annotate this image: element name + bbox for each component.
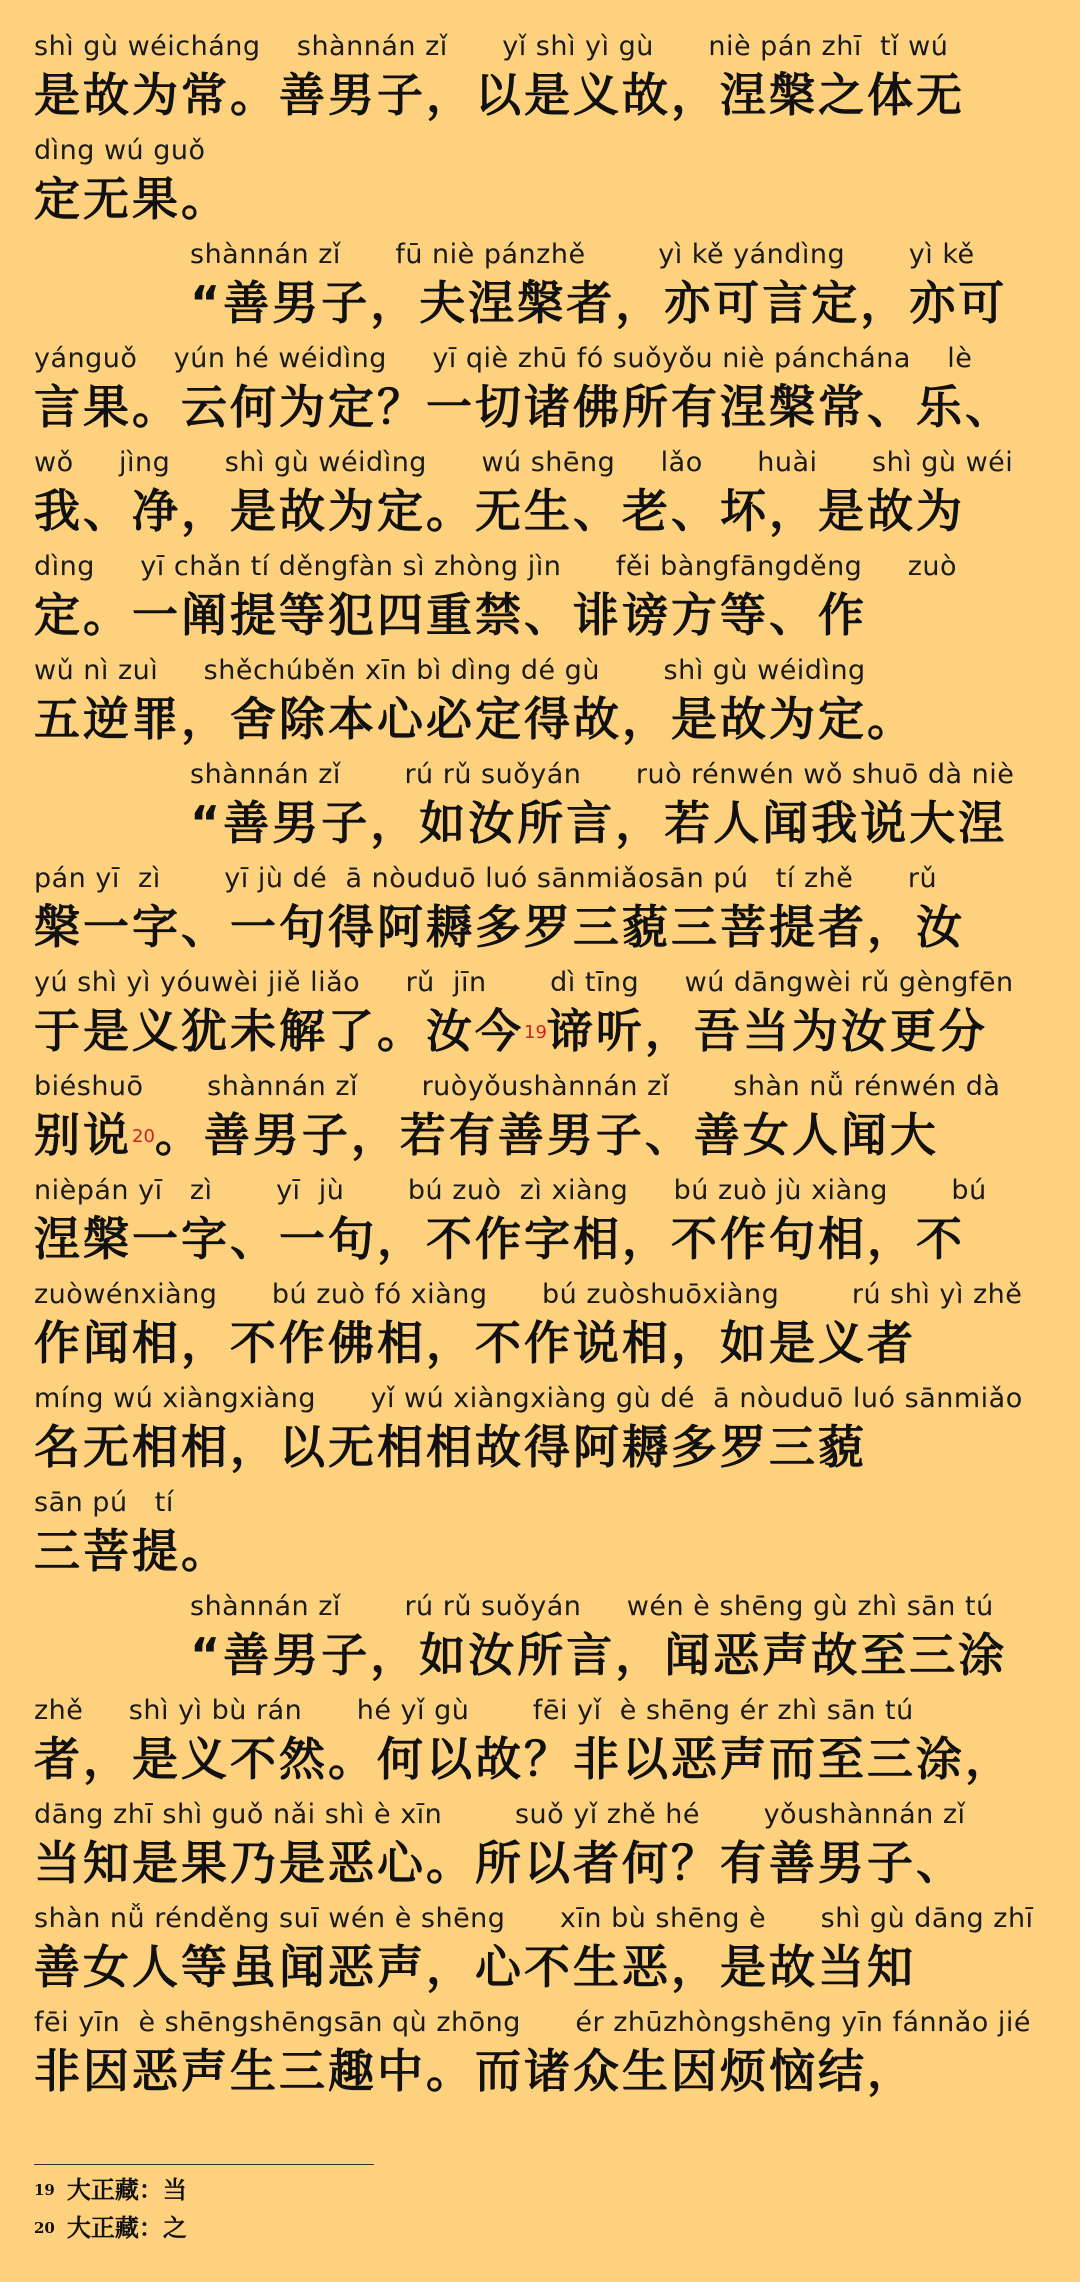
pinyin-line: wǔ nì zuì shěchúběn xīn bì dìng dé gù shì gù wéidìng — [34, 655, 866, 686]
text-line — [34, 1070, 1050, 1166]
hanzi-line: 当知是果乃是恶心。所以者何？有善男子、 — [34, 1836, 965, 1890]
footnote — [34, 2172, 187, 2208]
hanzi-line: 三菩提。 — [34, 1524, 230, 1578]
text-line — [34, 134, 1050, 230]
text-line — [34, 1902, 1050, 1998]
hanzi-line: 槃一字、一句得阿耨多罗三藐三菩提者，汝 — [34, 900, 965, 954]
footnote-ref: 20 — [132, 1126, 155, 1147]
text-line — [34, 1382, 1050, 1478]
hanzi-line: 五逆罪，舍除本心必定得故，是故为定。 — [34, 692, 916, 746]
text-line — [34, 862, 1050, 958]
footnote-text: 大正藏：之 — [66, 2213, 187, 2242]
pinyin-line: nièpán yī zì yī jù bú zuò zì xiàng bú zuò jù xiàng bú — [34, 1175, 987, 1206]
pinyin-line: dìng yī chǎn tí děngfàn sì zhòng jìn fěi bàngfāngděng zuò — [34, 551, 958, 582]
pinyin-line: wǒ jìng shì gù wéidìng wú shēng lǎo huài shì gù wéi — [34, 447, 1014, 478]
pinyin-line: yú shì yì yóuwèi jiě liǎo rǔ jīn dì tīng wú dāngwèi rǔ gèngfēn — [34, 967, 1014, 998]
hanzi-line: 定。一阐提等犯四重禁、诽谤方等、作 — [34, 588, 867, 642]
footnote-divider — [34, 2164, 374, 2165]
pinyin-line: zuòwénxiàng bú zuò fó xiàng bú zuòshuōxiàng rú shì yì zhě — [34, 1279, 1023, 1310]
hanzi-line: 名无相相，以无相相故得阿耨多罗三藐 — [34, 1420, 867, 1474]
text-line — [34, 550, 1050, 646]
hanzi-line: “善男子，如汝所言，若人闻我说大涅 — [190, 796, 1008, 850]
hanzi-line: 者，是义不然。何以故？非以恶声而至三涂， — [34, 1732, 1014, 1786]
text-line — [34, 446, 1050, 542]
pinyin-line: pán yī zì yī jù dé ā nòuduō luó sānmiǎosān pú tí zhě rǔ — [34, 863, 938, 894]
hanzi-line: 作闻相，不作佛相，不作说相，如是义者 — [34, 1316, 916, 1370]
text-line — [190, 238, 1050, 334]
hanzi-line: 言果。云何为定？一切诸佛所有涅槃常、乐、 — [34, 380, 1014, 434]
pinyin-line: shàn nǚ rénděng suī wén è shēng xīn bù shēng è shì gù dāng zhī — [34, 1903, 1034, 1934]
footnote-ref: 19 — [524, 1022, 547, 1043]
pinyin-line: míng wú xiàngxiàng yǐ wú xiàngxiàng gù dé ā nòuduō luó sānmiǎo — [34, 1383, 1023, 1414]
hanzi-line: 别说$^{20}$。善男子，若有善男子、善女人闻大 — [34, 1108, 939, 1162]
pinyin-line: sān pú tí — [34, 1487, 174, 1518]
text-line — [34, 1798, 1050, 1894]
hanzi-line: 我、净，是故为定。无生、老、坏，是故为 — [34, 484, 965, 538]
pinyin-line: shànnán zǐ fū niè pánzhě yì kě yándìng yì kě — [190, 239, 975, 270]
hanzi-line: 是故为常。善男子，以是义故，涅槃之体无 — [34, 68, 965, 122]
text-line — [34, 342, 1050, 438]
pinyin-line: biéshuō shànnán zǐ ruòyǒushànnán zǐ shàn nǚ rénwén dà — [34, 1071, 1001, 1102]
text-line — [190, 758, 1050, 854]
hanzi-line: 于是义犹未解了。汝今$^{19}$谛听，吾当为汝更分 — [34, 1004, 988, 1058]
pinyin-line: dìng wú guǒ — [34, 135, 206, 166]
text-line — [34, 654, 1050, 750]
text-line — [34, 1694, 1050, 1790]
pinyin-line: shì gù wéicháng shànnán zǐ yǐ shì yì gù niè pán zhī tǐ wú — [34, 31, 949, 62]
text-line — [34, 1278, 1050, 1374]
hanzi-line: 非因恶声生三趣中。而诸众生因烦恼结， — [34, 2044, 916, 2098]
text-line — [34, 1486, 1050, 1582]
pinyin-line: yánguǒ yún hé wéidìng yī qiè zhū fó suǒyǒu niè pánchána lè — [34, 343, 973, 374]
footnote-text: 大正藏：当 — [66, 2175, 187, 2204]
pinyin-line: shànnán zǐ rú rǔ suǒyán wén è shēng gù zhì sān tú — [190, 1591, 994, 1622]
text-line — [190, 1590, 1050, 1686]
pinyin-line: dāng zhī shì guǒ nǎi shì è xīn suǒ yǐ zhě hé yǒushànnán zǐ — [34, 1799, 966, 1830]
hanzi-line: “善男子，如汝所言，闻恶声故至三涂 — [190, 1628, 1008, 1682]
footnote-number: 19 — [34, 2181, 55, 2199]
hanzi-line: “善男子，夫涅槃者，亦可言定，亦可 — [190, 276, 1008, 330]
text-line — [34, 966, 1050, 1062]
footnote — [34, 2210, 187, 2246]
pinyin-line: fēi yīn è shēngshēngsān qù zhōng ér zhūzhòngshēng yīn fánnǎo jié — [34, 2007, 1032, 2038]
pinyin-line: shànnán zǐ rú rǔ suǒyán ruò rénwén wǒ shuō dà niè — [190, 759, 1015, 790]
footnote-number: 20 — [34, 2219, 55, 2237]
hanzi-line: 涅槃一字、一句，不作字相，不作句相，不 — [34, 1212, 965, 1266]
hanzi-line: 善女人等虽闻恶声，心不生恶，是故当知 — [34, 1940, 916, 1994]
text-line — [34, 2006, 1050, 2102]
text-line — [34, 30, 1050, 126]
hanzi-line: 定无果。 — [34, 172, 230, 226]
pinyin-line: zhě shì yì bù rán hé yǐ gù fēi yǐ è shēng ér zhì sān tú — [34, 1695, 914, 1726]
text-line — [34, 1174, 1050, 1270]
